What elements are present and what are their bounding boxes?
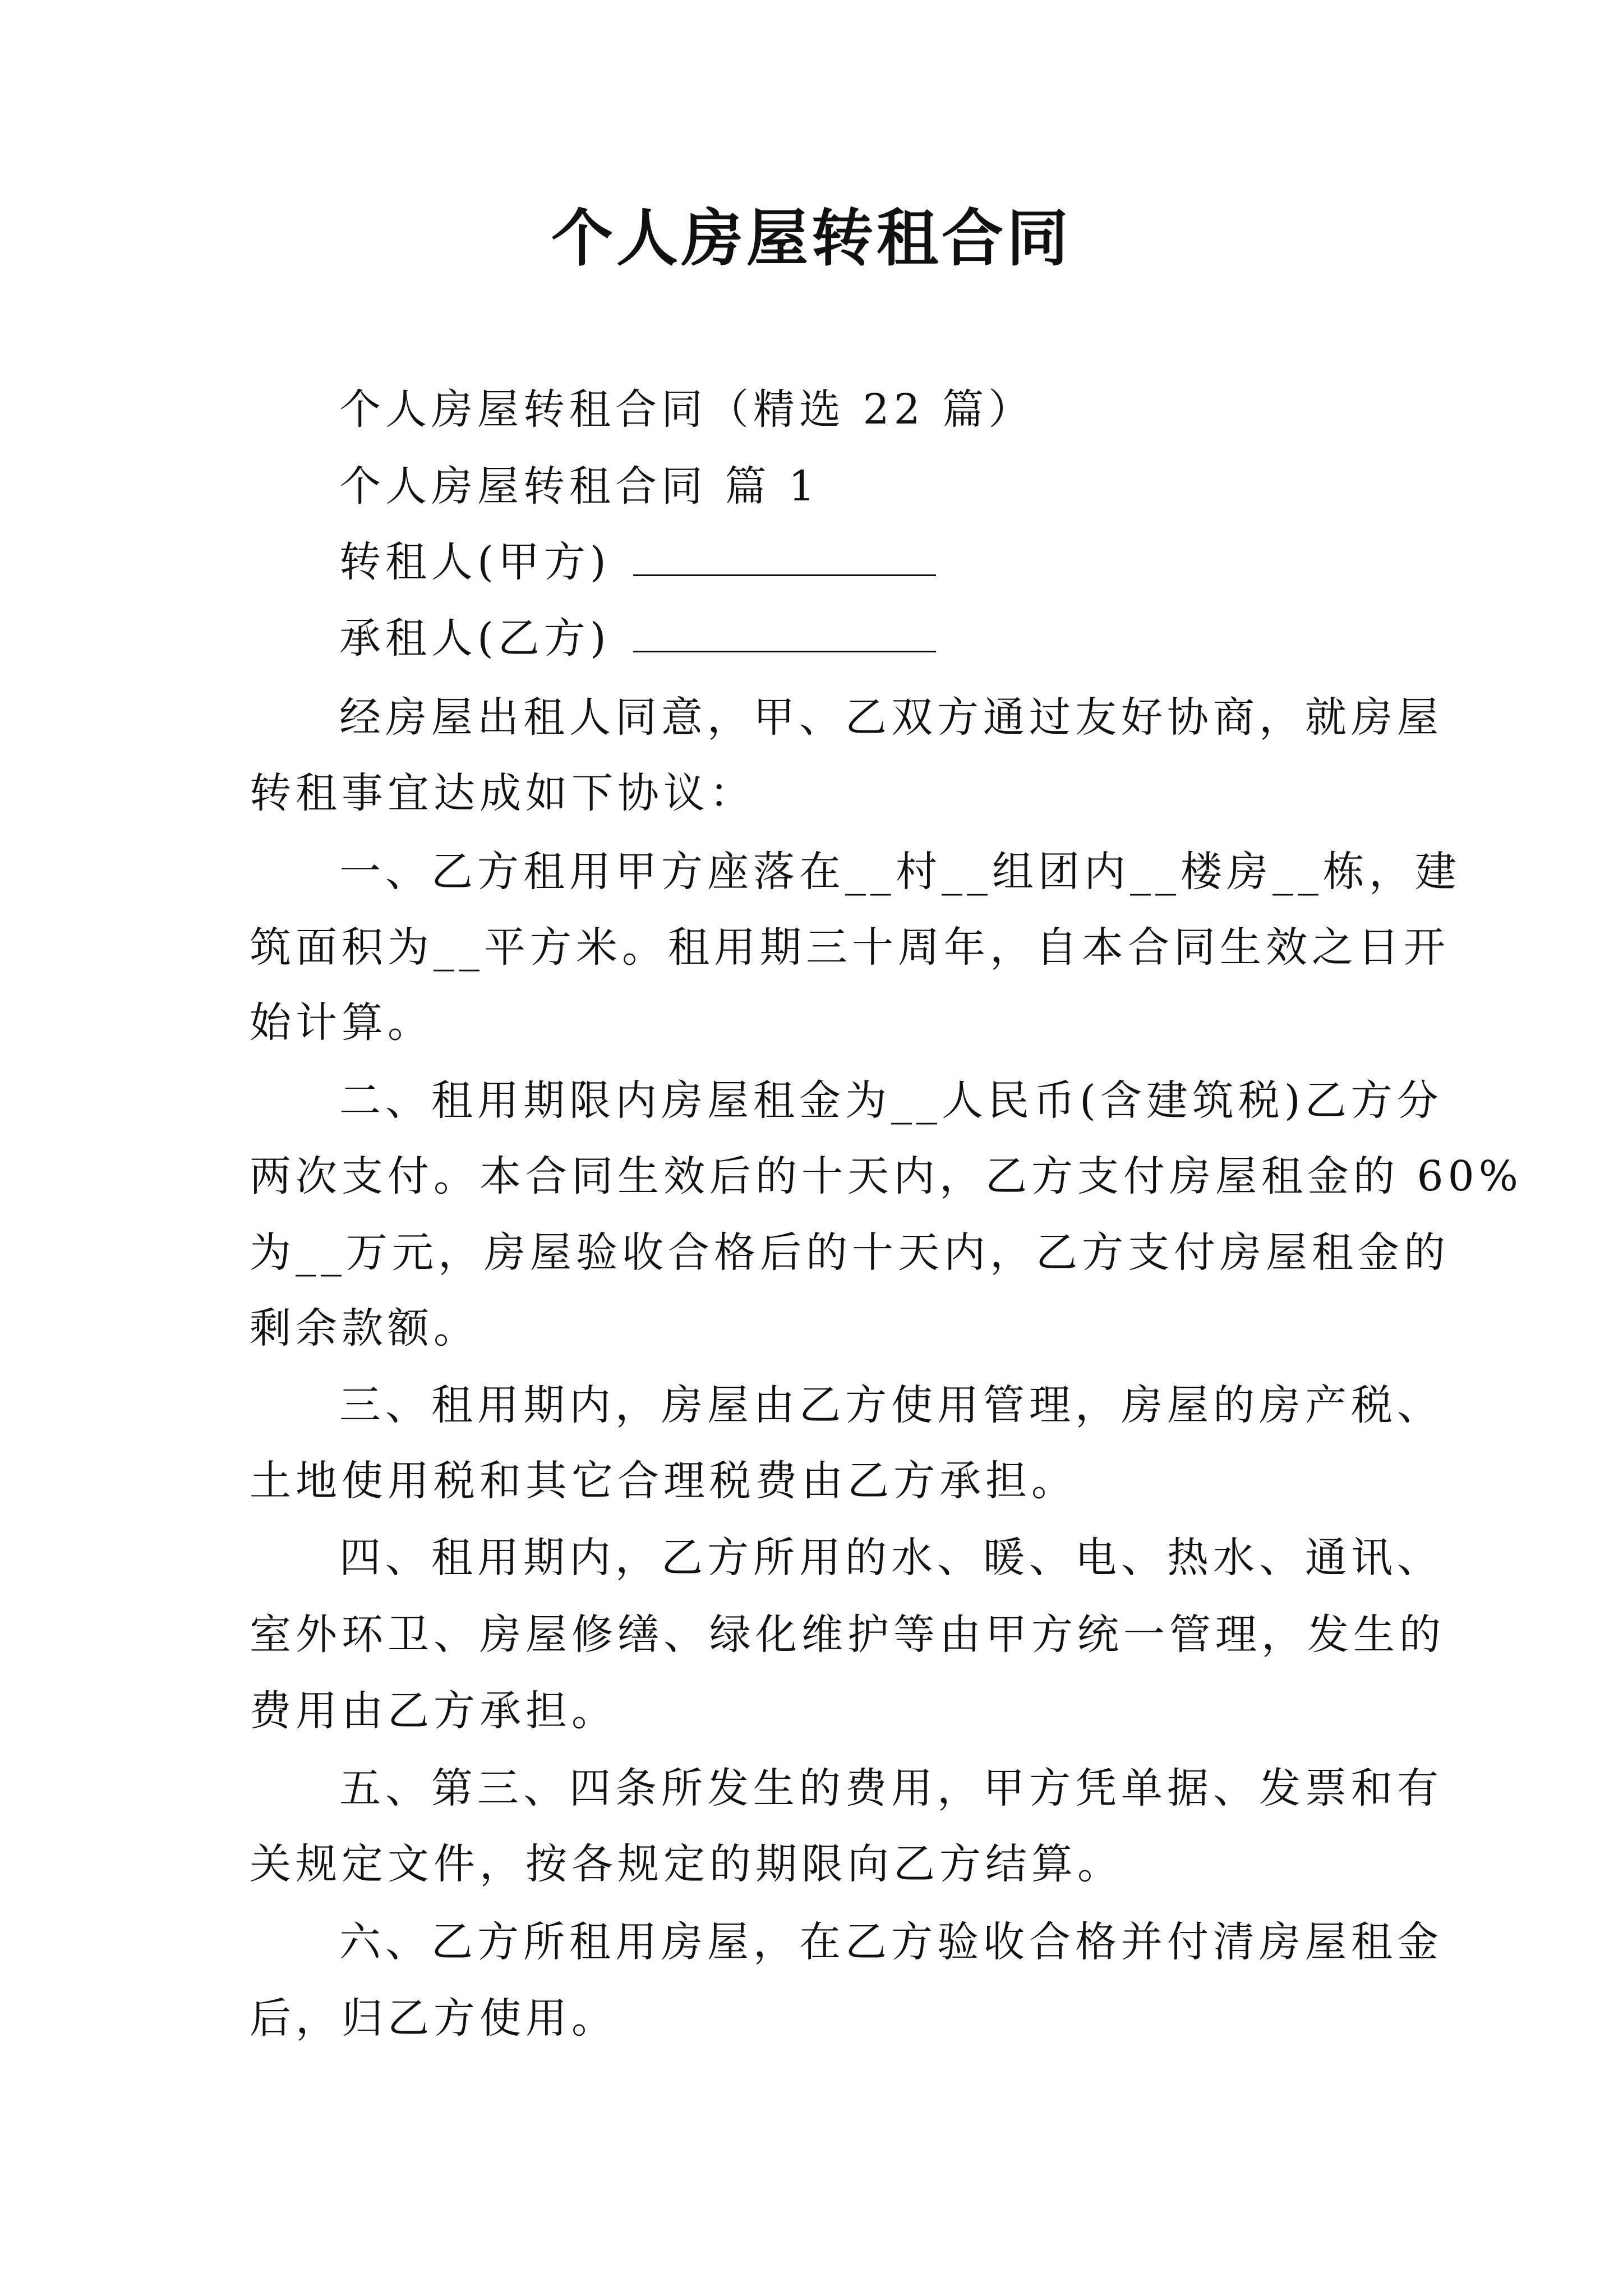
paragraph-line: 后，归乙方使用。 <box>250 1994 617 2042</box>
paragraph-line: 筑面积为__平方米。租用期三十周年，自本合同生效之日开 <box>250 923 1450 972</box>
sublessor-blank <box>633 541 936 576</box>
subtitle-line: 个人房屋转租合同（精选 22 篇） <box>339 385 1035 434</box>
lessee-blank <box>633 617 936 652</box>
paragraph-line: 一、乙方租用甲方座落在__村__组团内__楼房__栋，建 <box>339 848 1461 896</box>
paragraph-line: 二、租用期限内房屋租金为__人民币(含建筑税)乙方分 <box>339 1076 1443 1125</box>
document-title: 个人房屋转租合同 <box>551 202 1072 274</box>
paragraph-line: 为__万元，房屋验收合格后的十天内，乙方支付房屋租金的 <box>250 1228 1450 1277</box>
paragraph-line: 六、乙方所租用房屋，在乙方验收合格并付清房屋租金 <box>339 1918 1443 1966</box>
paragraph-line: 转租事宜达成如下协议： <box>250 769 755 817</box>
paragraph-line: 经房屋出租人同意，甲、乙双方通过友好协商，就房屋 <box>339 693 1443 742</box>
paragraph-line: 土地使用税和其它合理税费由乙方承担。 <box>250 1457 1077 1505</box>
sublessor-line <box>339 534 936 590</box>
paragraph-line: 剩余款额。 <box>250 1304 479 1352</box>
paragraph-line: 五、第三、四条所发生的费用，甲方凭单据、发票和有 <box>339 1764 1443 1812</box>
paragraph-line: 始计算。 <box>250 999 434 1047</box>
paragraph-line: 室外环卫、房屋修缮、绿化维护等由甲方统一管理，发生的 <box>250 1611 1445 1659</box>
paragraph-line: 四、租用期内，乙方所用的水、暖、电、热水、通讯、 <box>339 1534 1443 1582</box>
paragraph-line: 三、租用期内，房屋由乙方使用管理，房屋的房产税、 <box>339 1381 1443 1429</box>
paragraph-line: 两次支付。本合同生效后的十天内，乙方支付房屋租金的 60% <box>250 1152 1523 1200</box>
sublessor-label: 转租人(甲方) <box>339 538 611 586</box>
paragraph-line: 费用由乙方承担。 <box>250 1687 617 1735</box>
paragraph-line: 关规定文件，按各规定的期限向乙方结算。 <box>250 1840 1123 1888</box>
lessee-line <box>339 610 936 666</box>
lessee-label: 承租人(乙方) <box>339 614 611 662</box>
section-heading: 个人房屋转租合同 篇 1 <box>339 462 820 510</box>
